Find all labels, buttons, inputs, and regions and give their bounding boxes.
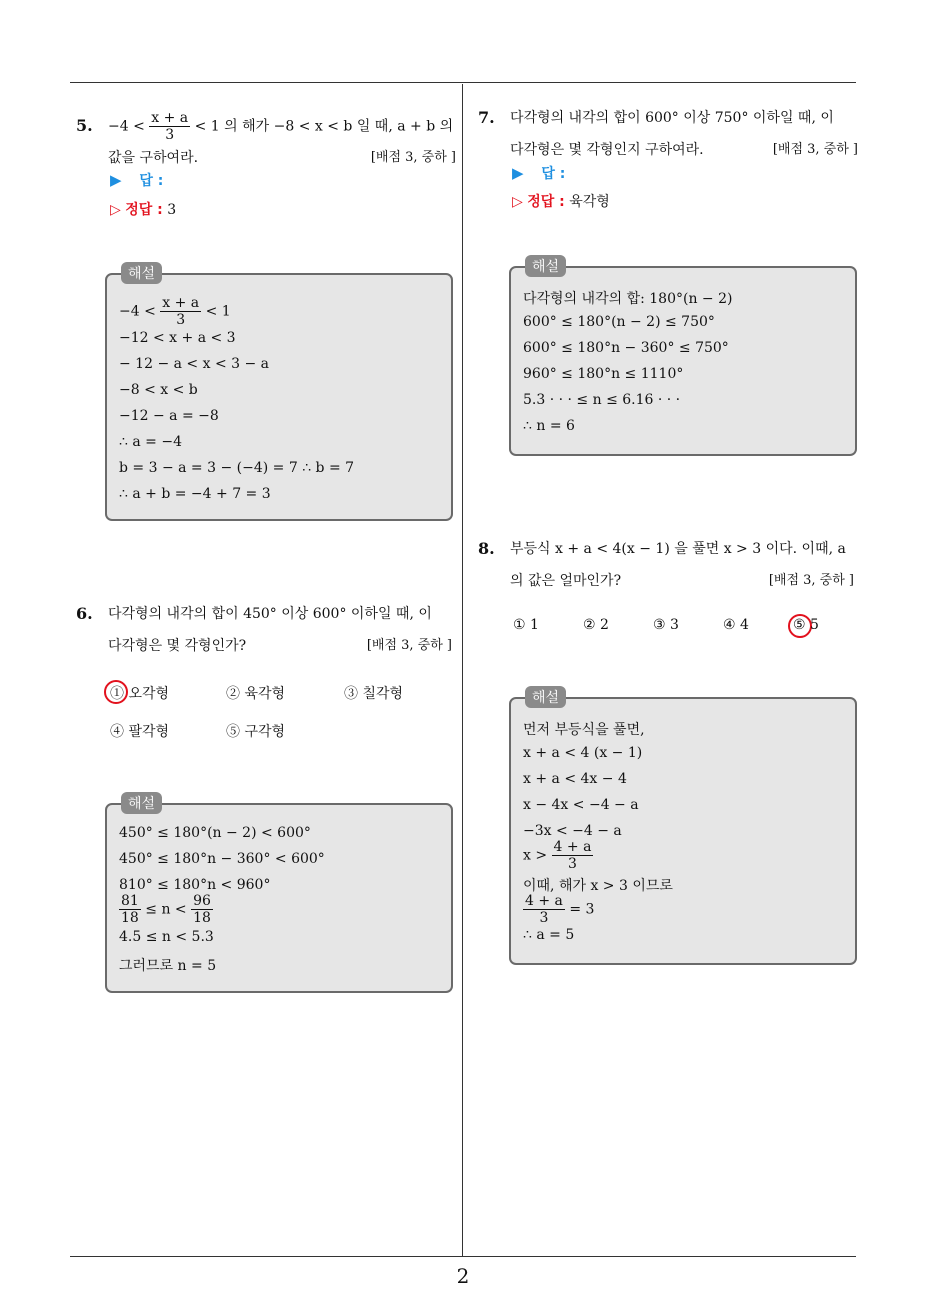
fraction: $\frac{81}{18}$	[121, 893, 139, 926]
choice-1[interactable]: ① 오각형	[110, 686, 170, 702]
explanation-tag: 해설	[121, 792, 162, 814]
question-text: 의 값은 얼마인가?	[510, 573, 622, 589]
explanation-line: 450° ≤ 180°(n − 2) < 600°	[119, 825, 311, 841]
explanation-box: 해설 먼저 부등식을 풀면, x + a < 4 (x − 1) x + a < 4x − 4 x − 4x < −4 − a −3x < −4 − a x > $\frac{4 + a}{3}$ 이때, 해가 x > 3 이므로 $\frac{4 + a}{3}$ = 3 ∴ a = 5	[509, 697, 857, 965]
question-number: 7.	[478, 108, 495, 127]
explanation-tag: 해설	[525, 686, 566, 708]
explanation-line: x − 4x < −4 − a	[523, 797, 639, 813]
explanation-tag: 해설	[121, 262, 162, 284]
choice-3[interactable]: ③ 3	[653, 617, 679, 633]
explanation-line: 960° ≤ 180°n ≤ 1110°	[523, 366, 684, 382]
question-text: 값을 구하여라.	[108, 150, 199, 166]
bottom-rule	[70, 1256, 856, 1257]
correct-answer: ▷ 정답 : 육각형	[512, 194, 610, 210]
outline-triangle-icon: ▷	[110, 202, 121, 218]
choice-3[interactable]: ③ 칠각형	[344, 686, 404, 702]
choice-1[interactable]: ① 1	[513, 617, 539, 633]
explanation-box	[509, 259, 857, 456]
explanation-line: 810° ≤ 180°n < 960°	[119, 877, 271, 893]
play-icon: ▶	[110, 171, 122, 189]
explanation-line: 이때, 해가 x > 3 이므로	[523, 878, 673, 894]
explanation-line: −8 < x < b	[119, 382, 198, 398]
explanation-line: ∴ a = 5	[523, 927, 575, 943]
question-text: 다각형은 몇 각형인지 구하여라.	[510, 142, 704, 158]
explanation-line: 먼저 부등식을 풀면,	[523, 722, 645, 738]
explanation-line: x + a < 4 (x − 1)	[523, 745, 643, 761]
question-number: 6.	[76, 604, 93, 623]
question-text: 다각형의 내각의 합이 600° 이상 750° 이하일 때, 이	[510, 110, 834, 126]
explanation-box: 해설 −4 < $\frac{x + a}{3}$ < 1 −12 < x + a < 3 − 12 − a < x < 3 − a −8 < x < b −12 − a = −8 ∴ a = −4 b = 3 − a = 3 − (−4) = 7 ∴ b = 7 ∴ a + b = −4 + 7 = 3	[105, 273, 453, 521]
score-label: [배점 3, 중하 ]	[370, 150, 456, 165]
choice-2[interactable]: ② 육각형	[226, 686, 286, 702]
choice-5[interactable]: ⑤ 5	[793, 617, 819, 633]
explanation-line: 그러므로 n = 5	[119, 958, 217, 974]
column-divider	[462, 84, 463, 1256]
explanation-line: −12 − a = −8	[119, 408, 219, 424]
answer-input[interactable]: ▶ 답 :	[110, 171, 164, 189]
top-rule	[70, 82, 856, 83]
explanation-line: 다각형의 내각의 합: 180°(n − 2)	[523, 291, 733, 307]
answer-input[interactable]: ▶ 답 :	[512, 164, 566, 182]
explanation-line: 600° ≤ 180°(n − 2) ≤ 750°	[523, 314, 715, 330]
question-text: 다각형은 몇 각형인가?	[108, 638, 247, 654]
explanation-line: − 12 − a < x < 3 − a	[119, 356, 270, 372]
page-number: 2	[456, 1264, 470, 1288]
fraction: $\frac{4 + a}{3}$	[525, 893, 563, 926]
explanation-box: 해설 450° ≤ 180°(n − 2) < 600° 450° ≤ 180°n − 360° < 600° 810° ≤ 180°n < 960° $\frac{81}{18}$ ≤ n < $\frac{96}{18}$ 4.5 ≤ n < 5.3 그러므로 n = 5	[105, 803, 453, 993]
explanation-line: −3x < −4 − a	[523, 823, 622, 839]
explanation-line: ∴ a = −4	[119, 434, 182, 450]
score-label: [배점 3, 중하 ]	[366, 638, 452, 653]
question-text: −4 < $\frac{x + a}{3}$ < 1 의 해가 −8 < x < b 일 때, a + b 의	[108, 110, 454, 143]
explanation-line: 5.3 · · · ≤ n ≤ 6.16 · · ·	[523, 392, 681, 408]
choice-4[interactable]: ④ 팔각형	[110, 724, 170, 740]
explanation-line: −12 < x + a < 3	[119, 330, 236, 346]
fraction: $\frac{x + a}{3}$	[162, 295, 200, 328]
explanation-line: ∴ a + b = −4 + 7 = 3	[119, 486, 271, 502]
choice-2[interactable]: ② 2	[583, 617, 609, 633]
play-icon: ▶	[512, 164, 524, 182]
fraction: $\frac{4 + a}{3}$	[553, 839, 592, 872]
question-text: 부등식 x + a < 4(x − 1) 을 풀면 x > 3 이다. 이때, a	[510, 541, 846, 557]
fraction: $\frac{96}{18}$	[193, 893, 211, 926]
explanation-line: b = 3 − a = 3 − (−4) = 7 ∴ b = 7	[119, 460, 355, 476]
outline-triangle-icon: ▷	[512, 194, 523, 210]
question-number: 5.	[76, 116, 93, 135]
choice-5[interactable]: ⑤ 구각형	[226, 724, 286, 740]
explanation-tag: 해설	[525, 255, 566, 277]
explanation-line: x + a < 4x − 4	[523, 771, 627, 787]
choice-4[interactable]: ④ 4	[723, 617, 749, 633]
explanation-line: ∴ n = 6	[523, 418, 575, 434]
fraction: $\frac{x + a}{3}$	[151, 110, 189, 143]
score-label: [배점 3, 중하 ]	[768, 573, 854, 588]
score-label: [배점 3, 중하 ]	[772, 142, 858, 157]
explanation-line: 4.5 ≤ n < 5.3	[119, 929, 214, 945]
question-number: 8.	[478, 539, 495, 558]
explanation-line: 450° ≤ 180°n − 360° < 600°	[119, 851, 325, 867]
correct-answer: ▷ 정답 : 3	[110, 202, 177, 218]
question-text: 다각형의 내각의 합이 450° 이상 600° 이하일 때, 이	[108, 606, 432, 622]
explanation-line: 600° ≤ 180°n − 360° ≤ 750°	[523, 340, 729, 356]
